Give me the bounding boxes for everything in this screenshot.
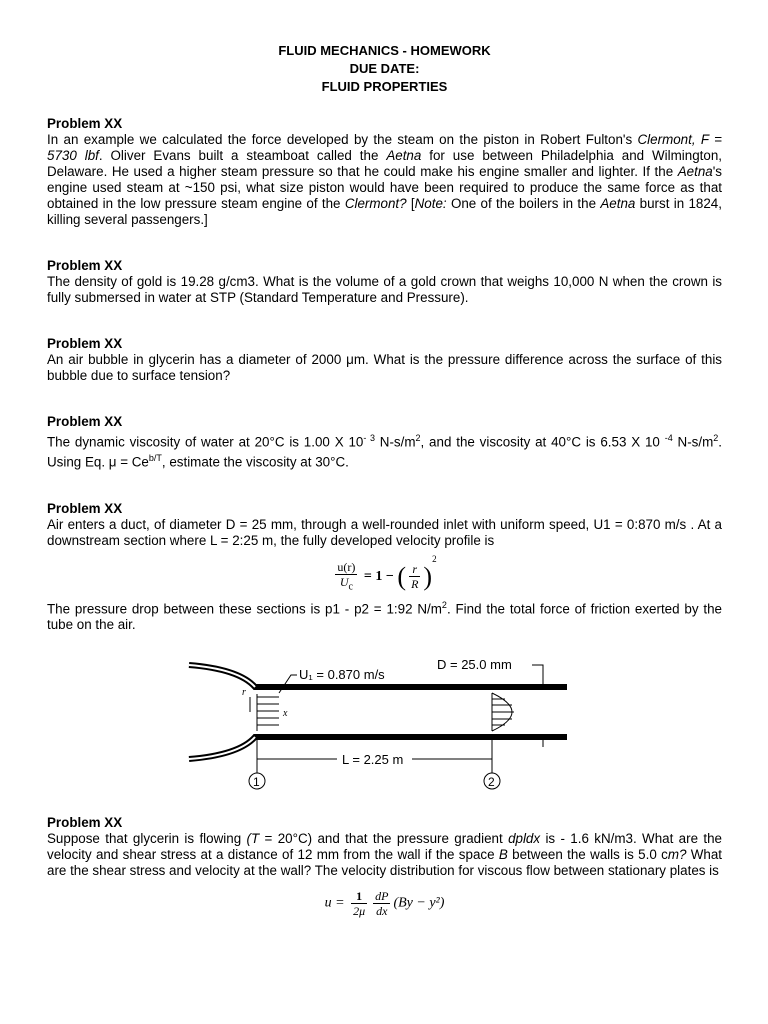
- problem-title: Problem XX: [47, 500, 123, 516]
- problem-title: Problem XX: [47, 258, 123, 273]
- problem-text: Air enters a duct, of diameter D = 25 mm, through a well-rounded inlet with uniform speed, U1 = 0:870 m/s . At a downstream section where L = 2:25 m, the fully developed velocity profile is: [47, 516, 722, 548]
- document-header: [47, 42, 722, 96]
- length-label: L = 2.25 m: [342, 752, 404, 768]
- velocity-profile-equation: $\frac{u(r)}{U_c}$ = 1 − ( $\frac{r}{R}$ )$^2$: [337, 553, 437, 592]
- problem-title: Problem XX: [47, 815, 123, 831]
- station-2-label: 2: [488, 775, 495, 790]
- course-title: FLUID MECHANICS - HOMEWORK: [278, 43, 491, 58]
- problem-title: Problem XX: [47, 336, 123, 351]
- problem-3: [47, 336, 722, 384]
- problem-title: Problem XX: [47, 116, 123, 131]
- r-label: r: [242, 687, 246, 699]
- station-1-label: 1: [253, 775, 260, 790]
- duct-diagram: [187, 647, 567, 797]
- problem-text-continued: The pressure drop between these sections is p1 - p2 = 1:92 $N/m^2$. Find the total force of friction exerted by the tube on the air.: [47, 599, 722, 633]
- problem-text: The density of gold is 19.28 g/cm3. What is the volume of a gold crown that weighs 10,000 N when the crown is fully submersed in water at STP (Standard Temperature and Pressure).: [47, 274, 722, 305]
- problem-text: The dynamic viscosity of water at 20°C is 1.00 X $10^{- 3}$ $N-s/m^2$, and the viscosity at 40°C is 6.53 X 10 $^{-4}$ $N-s/m^2$. Using Eq. $\mu = Ce^{b/T}$, estimate the viscosity at 30°C.: [47, 433, 722, 470]
- problem-text: In an example we calculated the force developed by the steam on the piston in Robert Fulton's Clermont, F = 5730 lbf. Oliver Evans built a steamboat called the Aetna for use between Philadelphia and Wilmington, Delaware. He used a higher steam pressure so that he could make his engine smaller and lighter. If the Aetna's engine used steam at ~150 psi, what size piston would have been required to produce the same force as that obtained in the low pressure steam engine of the Clermont? [Note: One of the boilers in the Aetna burst in 1824, killing several passengers.]: [47, 132, 722, 227]
- problem-text: An air bubble in glycerin has a diameter of 2000 μm. What is the pressure difference across the surface of this bubble due to surface tension?: [47, 352, 722, 383]
- u1-label: U₁ = 0.870 m/s: [299, 667, 385, 683]
- document-page: [47, 42, 722, 918]
- velocity-distribution-equation: u = $\frac{1}{2\mu}$ $\frac{dP}{dx}$ (By − y²): [324, 889, 445, 919]
- problem-title: Problem XX: [47, 414, 123, 429]
- x-label: x: [283, 708, 288, 720]
- problem-text: Suppose that glycerin is flowing (T = 20°C) and that the pressure gradient dpldx is - 1.6 kN/m3. What are the velocity and shear stress at a distance of 12 mm from the wall if the space B between the walls is 5.0 cm? What are the shear stress and velocity at the wall? The velocity distribution for viscous flow between stationary plates is: [47, 831, 723, 879]
- problem-2: [47, 258, 722, 306]
- topic-title: FLUID PROPERTIES: [321, 79, 448, 94]
- problem-4: [47, 414, 722, 471]
- problem-6: [47, 815, 722, 918]
- due-date: DUE DATE:: [349, 61, 420, 76]
- problem-1: [47, 116, 722, 228]
- diameter-label: D = 25.0 mm: [437, 657, 512, 673]
- problem-5: [47, 501, 722, 801]
